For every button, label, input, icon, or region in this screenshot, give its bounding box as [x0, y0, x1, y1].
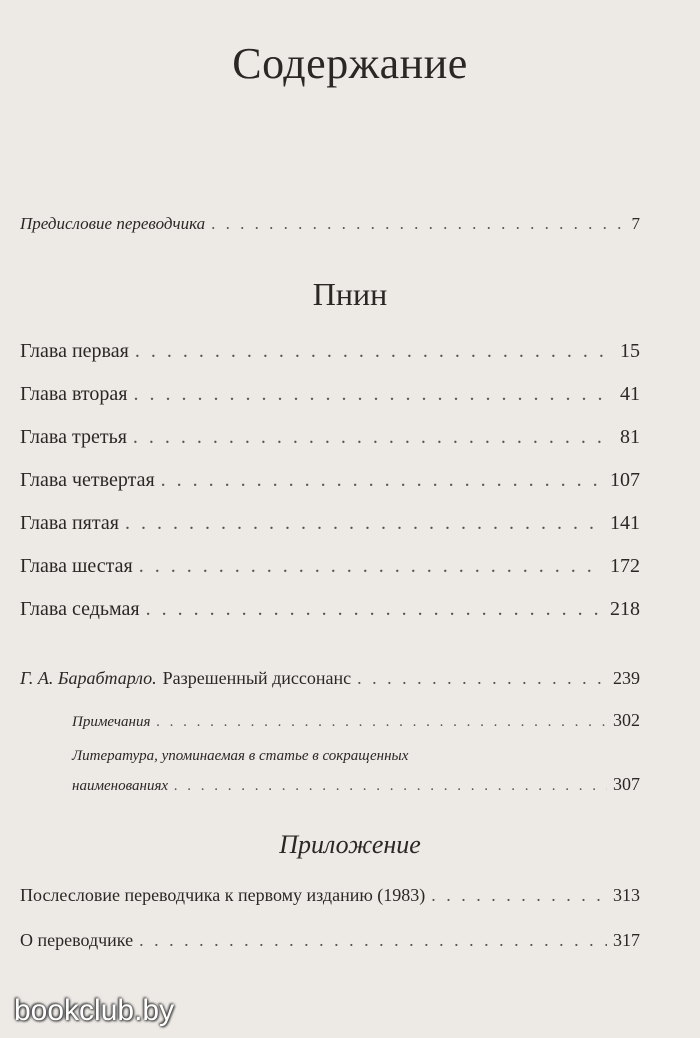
toc-entry-page: 307 [613, 774, 640, 794]
essay-title: Разрешенный диссонанс [162, 668, 352, 688]
toc-entry-appendix [20, 930, 640, 951]
leader-dots [211, 214, 625, 234]
toc-entry-label: Глава третья [20, 426, 127, 448]
leader-dots [174, 778, 607, 795]
toc-entry-literature [72, 774, 640, 795]
toc-entry-page: 313 [613, 885, 640, 905]
toc-entry-page: 41 [620, 383, 640, 405]
leader-dots [125, 512, 604, 535]
toc-entry-label: Глава вторая [20, 383, 128, 405]
leader-dots [139, 930, 607, 951]
section-heading-pnin: Пнин [312, 276, 388, 312]
toc-entry-chapter [20, 383, 640, 406]
toc-entry-page: 302 [613, 710, 640, 730]
toc-entry-page: 218 [610, 598, 640, 620]
toc-entry-notes [72, 710, 640, 731]
toc-entry-page: 141 [610, 512, 640, 534]
toc-entry-label: Глава седьмая [20, 598, 140, 620]
leader-dots [133, 426, 614, 449]
toc-entry-page: 172 [610, 555, 640, 577]
toc-entry-essay [20, 668, 640, 689]
toc-entry-label: Глава четвертая [20, 469, 155, 491]
toc-entry-chapter [20, 598, 640, 621]
leader-dots [431, 885, 607, 906]
toc-entry-page: 7 [631, 214, 640, 233]
toc-entry-appendix [20, 885, 640, 906]
toc-entry-page: 317 [613, 930, 640, 950]
watermark-logo: bookclub.by [14, 994, 175, 1027]
toc-entry-chapter [20, 340, 640, 363]
toc-entry-page: 107 [610, 469, 640, 491]
toc-entry-preface [20, 214, 640, 234]
toc-entry-chapter [20, 555, 640, 578]
toc-entry-page: 239 [613, 668, 640, 688]
toc-entry-chapter [20, 469, 640, 492]
literature-label-line1: Литература, упоминаемая в статье в сокращенных [72, 748, 409, 764]
leader-dots [156, 714, 607, 731]
toc-entry-chapter [20, 426, 640, 449]
section-heading-appendix: Приложение [279, 830, 421, 859]
toc-entry-page: 15 [620, 340, 640, 362]
toc-entry-label: Глава шестая [20, 555, 133, 577]
toc-entry-chapter [20, 512, 640, 535]
toc-entry-label: Глава пятая [20, 512, 119, 534]
leader-dots [133, 383, 614, 406]
toc-entry-label: Примечания [72, 714, 151, 730]
toc-entry-label: О переводчике [20, 930, 134, 950]
leader-dots [146, 598, 604, 621]
toc-entry-label: Послесловие переводчика к первому изданию (1983) [20, 885, 426, 905]
essay-author: Г. А. Барабтарло. [20, 668, 157, 688]
leader-dots [139, 555, 604, 578]
leader-dots [161, 469, 604, 492]
page-title: Содержание [232, 39, 468, 88]
literature-label-line2: наименованиях [72, 778, 169, 794]
toc-entry-label: Предисловие переводчика [20, 214, 206, 233]
leader-dots [357, 668, 607, 689]
toc-entry-page: 81 [620, 426, 640, 448]
toc-entry-label: Глава первая [20, 340, 129, 362]
leader-dots [135, 340, 614, 363]
